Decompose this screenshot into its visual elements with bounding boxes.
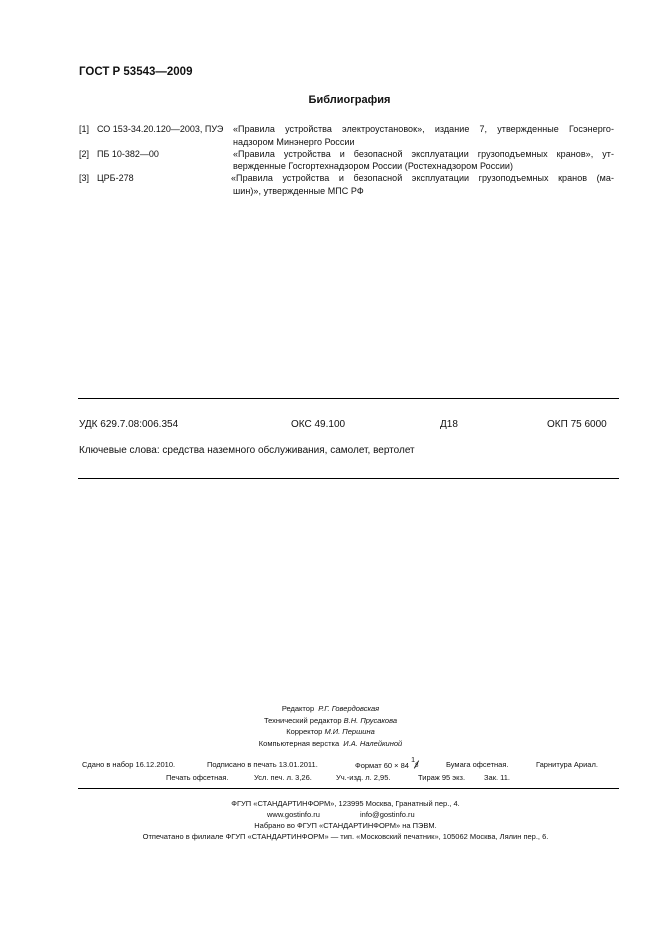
credit-name: Р.Г. Говердовская [318, 704, 380, 713]
format-label: Формат 60 × 84 [355, 761, 409, 770]
publisher-address: ФГУП «СТАНДАРТИНФОРМ», 123995 Москва, Гранатный пер., 4. [231, 799, 460, 808]
group-code: Д18 [440, 419, 458, 430]
conventional-sheets: Усл. печ. л. 3,26. [254, 773, 312, 782]
fraction-numerator: 1 [411, 757, 415, 764]
section-title: Библиография [308, 94, 391, 106]
credit-proofreader [0, 726, 661, 738]
circulation: Тираж 95 экз. [418, 773, 466, 782]
credit-name: М.И. Першина [324, 727, 375, 736]
entry-text-line: «Правила устройства и безопасной эксплуатации грузоподъемных кранов», ут- [233, 149, 614, 159]
entry-id: ПБ 10-382—00 [97, 149, 159, 159]
document-code: ГОСТ Р 53543—2009 [79, 66, 193, 78]
printed-note: Отпечатано в филиале ФГУП «СТАНДАРТИНФОРМ» — тип. «Московский печатник», 105062 Москва, Лялин пер., 6. [142, 832, 549, 841]
entry-text-line: надзором Минэнерго России [233, 137, 355, 147]
credit-name: И.А. Налейкиной [343, 738, 403, 748]
okp-code: ОКП 75 6000 [547, 419, 607, 430]
credits-block [0, 703, 661, 749]
credit-role: Технический редактор [263, 715, 342, 725]
credit-name: В.Н. Прусакова [343, 715, 398, 725]
entry-text-line: «Правила устройства электроустановок», издание 7, утвержденные Госэнерго- [233, 124, 614, 134]
entry-id: ЦРБ-278 [97, 173, 134, 183]
signed-date: Подписано в печать 13.01.2011. [207, 760, 318, 769]
divider-top [78, 398, 619, 399]
printing-method: Печать офсетная. [166, 773, 229, 782]
fraction [411, 757, 420, 770]
divider-middle [78, 478, 619, 479]
entry-text-line: шин)», утвержденные МПС РФ [233, 186, 364, 196]
entry-text-line: «Правила устройства и безопасной эксплуатации грузоподъемных кранов (ма- [231, 173, 614, 183]
credit-layout [0, 738, 661, 750]
publisher-website: www.gostinfo.ru [267, 810, 320, 819]
divider-bottom [78, 788, 619, 789]
credit-tech-editor [0, 715, 661, 727]
entry-id: СО 153-34.20.120—2003, ПУЭ [97, 124, 224, 134]
typeset-note: Набрано во ФГУП «СТАНДАРТИНФОРМ» на ПЭВМ. [254, 821, 437, 830]
oks-code: ОКС 49.100 [291, 419, 346, 430]
credit-role: Корректор [286, 727, 323, 736]
publisher-email: info@gostinfo.ru [360, 810, 415, 819]
entry-number: [2] [79, 149, 90, 159]
credit-role: Компьютерная верстка [258, 738, 340, 748]
paper-type: Бумага офсетная. [446, 760, 509, 769]
format [355, 757, 420, 770]
publishing-sheets: Уч.-изд. л. 2,95. [336, 773, 391, 782]
entry-number: [3] [79, 173, 90, 183]
fraction-denominator: 8 [415, 763, 419, 769]
credit-role: Редактор [281, 704, 315, 713]
entry-number: [1] [79, 124, 90, 134]
entry-text-line: вержденные Госгортехнадзором России (Ростехнадзором России) [233, 161, 514, 171]
order-number: Зак. 11. [484, 773, 511, 782]
submitted-date: Сдано в набор 16.12.2010. [82, 760, 176, 769]
udk-code: УДК 629.7.08:006.354 [79, 419, 179, 430]
typeface: Гарнитура Ариал. [536, 760, 598, 769]
keywords: Ключевые слова: средства наземного обслуживания, самолет, вертолет [79, 445, 415, 456]
credit-editor [0, 703, 661, 715]
